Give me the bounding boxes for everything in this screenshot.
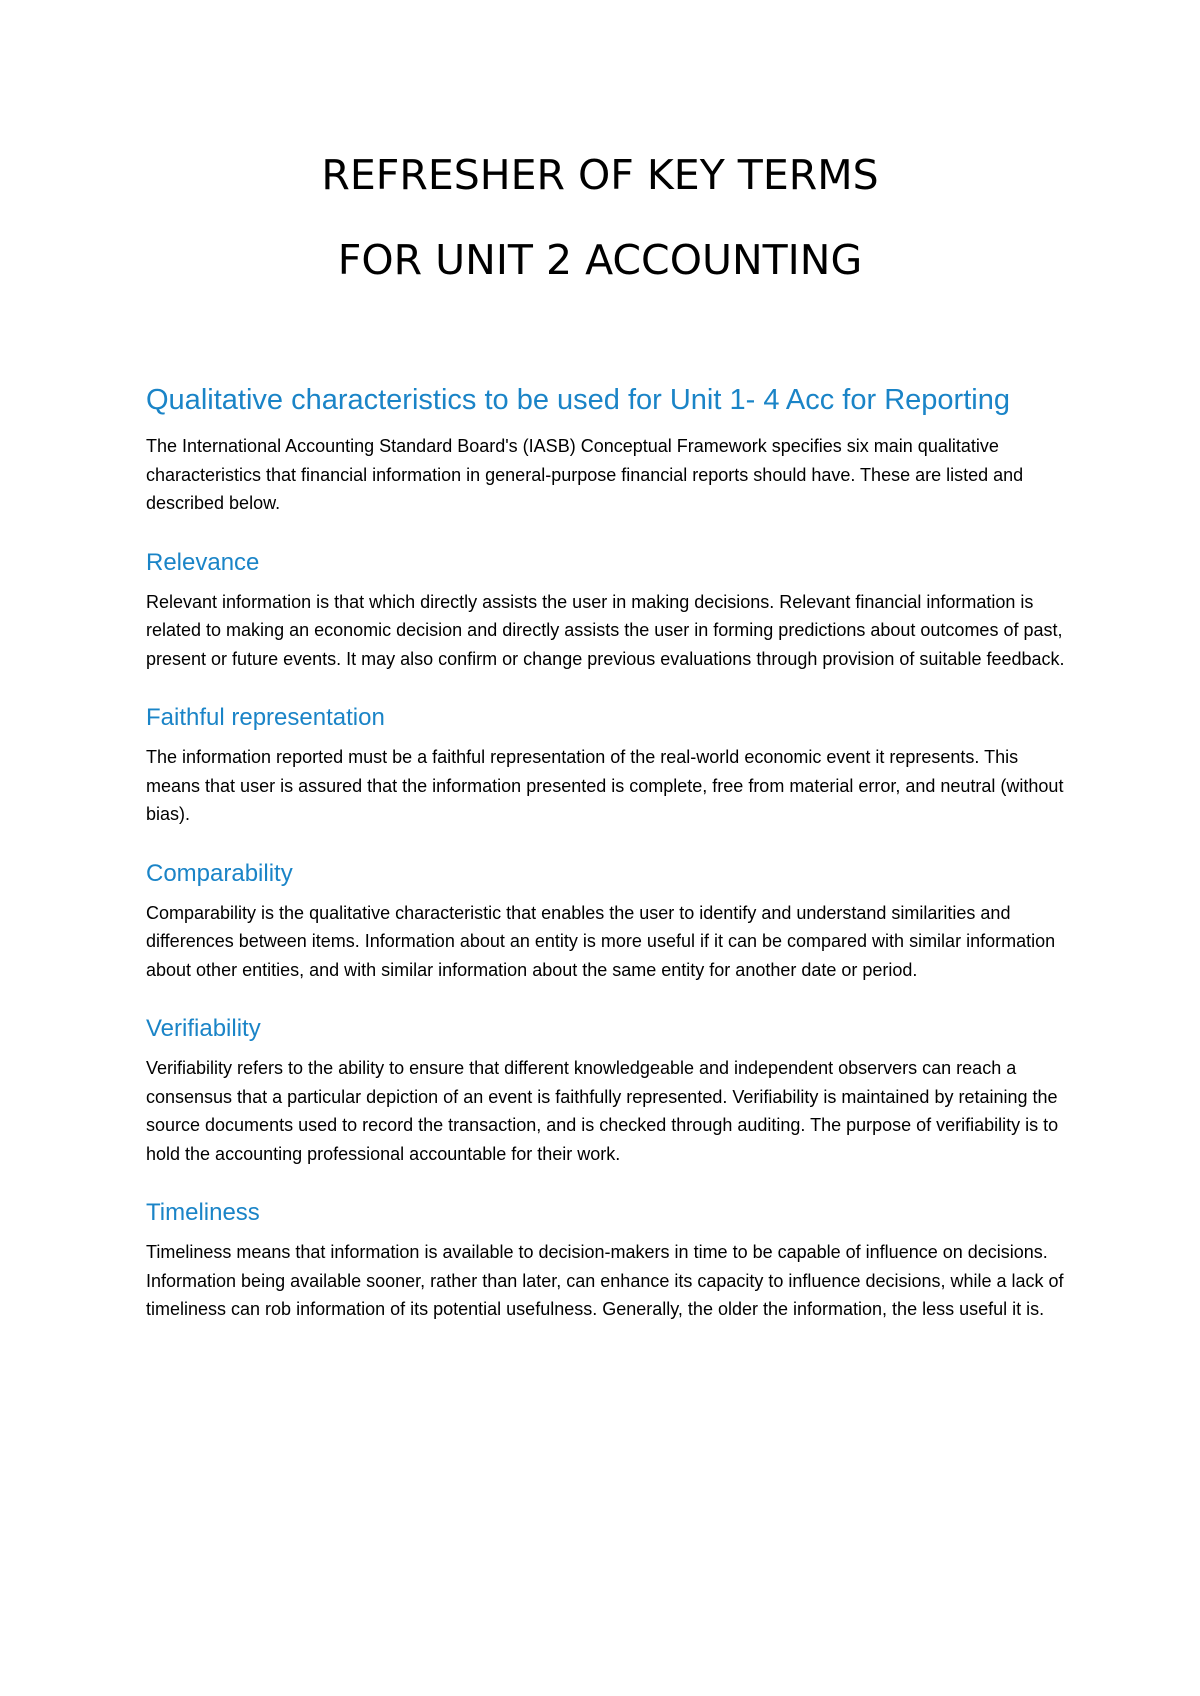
document-body (146, 380, 1066, 1324)
section-timeliness (146, 1198, 1066, 1324)
section-faithful-representation (146, 703, 1066, 829)
document-title-line-1: REFRESHER OF KEY TERMS (321, 151, 879, 199)
section-body: Relevant information is that which directly assists the user in making decisions. Relevant financial information is related to making an economic decision and directly assists the user in forming predictions about outcomes of past, present or future events. It may also confirm or change previous evaluations through provision of suitable feedback. (146, 591, 1065, 669)
section-heading: Faithful representation (146, 704, 385, 731)
section-body: Comparability is the qualitative characteristic that enables the user to identify and understand similarities and differences between items. Information about an entity is more useful if it can be compared with similar information about other entities, and with similar information about the same entity for another date or period. (146, 902, 1056, 980)
section-relevance (146, 548, 1066, 674)
section-heading: Timeliness (146, 1199, 260, 1226)
main-heading: Qualitative characteristics to be used for Unit 1- 4 Acc for Reporting (146, 384, 1010, 416)
section-body: The information reported must be a faithful representation of the real-world economic event it represents. This means that user is assured that the information presented is complete, free from material error, and neutral (without bias). (146, 747, 1064, 824)
section-heading: Verifiability (146, 1015, 261, 1042)
section-heading: Comparability (146, 859, 293, 887)
section-heading: Relevance (146, 548, 260, 576)
intro-paragraph: The International Accounting Standard Board's (IASB) Conceptual Framework specifies six main qualitative characteristics that financial information in general-purpose financial reports should have. These are listed and described below. (146, 436, 1024, 513)
section-comparability (146, 859, 1066, 985)
section-verifiability (146, 1014, 1066, 1168)
section-body: Timeliness means that information is available to decision-makers in time to be capable of influence on decisions. Information being available sooner, rather than later, can enhance its capacity to influence decisions, while a lack of timeliness can rob information of its potential usefulness. Generally, the older the information, the less useful it is. (146, 1242, 1064, 1319)
document-title-line-2: FOR UNIT 2 ACCOUNTING (337, 236, 863, 284)
section-body: Verifiability refers to the ability to ensure that different knowledgeable and independent observers can reach a consensus that a particular depiction of an event is faithfully represented. Verifiability is maintained by retaining the source documents used to record the transaction, and is checked through auditing. The purpose of verifiability is to hold the accounting professional accountable for their work. (146, 1058, 1059, 1164)
